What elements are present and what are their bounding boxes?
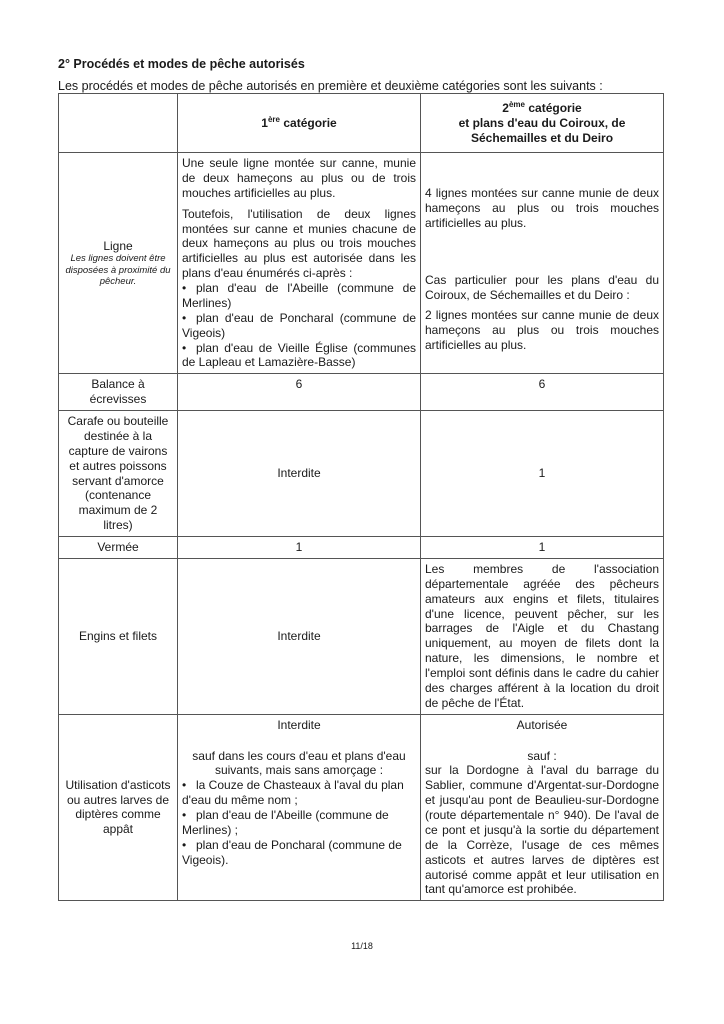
carafe-label: Carafe ou bouteille destinée à la capture de vairons et autres poissons servant d'amorce (contenance maximum de 2 litres): [59, 411, 178, 537]
table-row-ligne: [59, 153, 664, 374]
header-empty-cell: [59, 94, 178, 153]
header-second-category-sup: ème: [508, 100, 525, 110]
carafe-second-category: 1: [421, 411, 664, 537]
vermee-second-category: 1: [421, 537, 664, 559]
asticots-cat2-title: Autorisée: [516, 717, 568, 732]
table-row-carafe: [59, 411, 664, 537]
ligne-cat1-paragraph-2: Toutefois, l'utilisation de deux lignes montées sur canne et munies chacune de deux hameçons au plus ou trois mouches artificielles au plus est autorisée dans les plans d'eau énumérés ci-après :: [182, 206, 416, 281]
table-row-vermee: [59, 537, 664, 559]
ligne-note: Les lignes doivent être disposées à proximité du pêcheur.: [65, 253, 171, 288]
balance-second-category: 6: [421, 374, 664, 411]
asticots-cat1-title: Interdite: [277, 717, 321, 732]
table-row-asticots: [59, 714, 664, 901]
ligne-cat1-paragraph-1: Une seule ligne montée sur canne, munie de deux hameçons au plus ou de trois mouches artificielles au plus.: [182, 156, 416, 200]
header-second-category: [421, 94, 664, 153]
row-label-ligne: [59, 153, 178, 374]
asticots-cat2-text: sur la Dordogne à l'aval du barrage du Sablier, commune d'Argentat-sur-Dordogne et jusqu'au pont de Beaulieu-sur-Dordogne (route départementale n° 940). De l'aval de ce pont et jusqu'à la sortie du département de la Corrèze, l'usage de ces mêmes asticots et autres larves de diptères est autorisé comme appât et leur utilisation en tant qu'amorce est prohibée.: [425, 763, 659, 897]
header-second-category-line3: Séchemailles et du Deiro: [470, 130, 614, 145]
ligne-cat1-bullet-2: • plan d'eau de Poncharal (commune de Vigeois): [182, 311, 416, 341]
ligne-first-category-cell: [178, 153, 421, 374]
page-number: 11/18: [351, 941, 373, 951]
balance-first-category: 6: [178, 374, 421, 411]
engins-first-category: Interdite: [178, 558, 421, 714]
carafe-first-category: Interdite: [178, 411, 421, 537]
header-first-category-number: 1: [261, 116, 268, 131]
asticots-second-category-cell: [421, 714, 664, 901]
asticots-cat1-bullet-3: • plan d'eau de Poncharal (commune de Vigeois).: [182, 838, 416, 868]
vermee-label: Vermée: [59, 537, 178, 559]
section-heading: 2° Procédés et modes de pêche autorisés: [58, 57, 305, 71]
header-second-category-number: 2: [502, 101, 509, 116]
vermee-first-category: 1: [178, 537, 421, 559]
ligne-second-category-cell: [421, 153, 664, 374]
ligne-cat2-paragraph-3: 2 lignes montées sur canne munie de deux hameçons au plus ou trois mouches artificielles au plus.: [425, 308, 659, 353]
table-header-row: [59, 94, 664, 153]
header-second-category-text: catégorie: [528, 101, 582, 116]
ligne-cat1-bullet-3: • plan d'eau de Vieille Église (communes de Lapleau et Lamazière-Basse): [182, 341, 416, 371]
header-first-category: [178, 94, 421, 153]
ligne-cat1-bullet-1: • plan d'eau de l'Abeille (commune de Merlines): [182, 281, 416, 311]
header-first-category-sup: ère: [267, 115, 280, 125]
ligne-cat2-paragraph-2: Cas particulier pour les plans d'eau du Coiroux, de Séchemailles et du Deiro :: [425, 272, 659, 302]
balance-label: Balance à écrevisses: [59, 374, 178, 411]
asticots-cat1-bullet-1: • la Couze de Chasteaux à l'aval du plan d'eau du même nom ;: [182, 778, 416, 808]
table-row-engins: [59, 558, 664, 714]
engins-label: Engins et filets: [59, 558, 178, 714]
asticots-cat2-sauf: sauf :: [527, 748, 557, 763]
asticots-cat1-bullet-2: • plan d'eau de l'Abeille (commune de Merlines) ;: [182, 808, 416, 838]
ligne-label: Ligne: [103, 238, 133, 253]
header-second-category-line2: et plans d'eau du Coiroux, de: [458, 116, 626, 131]
asticots-label: Utilisation d'asticots ou autres larves de diptères comme appât: [59, 714, 178, 901]
asticots-cat1-intro: sauf dans les cours d'eau et plans d'eau suivants, mais sans amorçage :: [192, 748, 406, 778]
fishing-rules-table: [58, 93, 664, 901]
engins-second-category: Les membres de l'association départementale agréée des pêcheurs amateurs aux engins et filets, titulaires d'une licence, peuvent pêcher, sur les barrages de l'Aigle et du Chastang uniquement, au moyen de filets dont la nature, les dimensions, le nombre et l'emploi sont définis dans le cadre du cahier des charges afférent à la location du droit de pêche de l'État.: [421, 558, 664, 714]
ligne-cat2-paragraph-1: 4 lignes montées sur canne munie de deux hameçons au plus ou trois mouches artificielles au plus.: [425, 186, 659, 230]
asticots-first-category-cell: [178, 714, 421, 901]
header-first-category-text: catégorie: [283, 116, 337, 131]
intro-text: Les procédés et modes de pêche autorisés en première et deuxième catégories sont les suivants :: [58, 79, 603, 93]
table-row-balance: [59, 374, 664, 411]
